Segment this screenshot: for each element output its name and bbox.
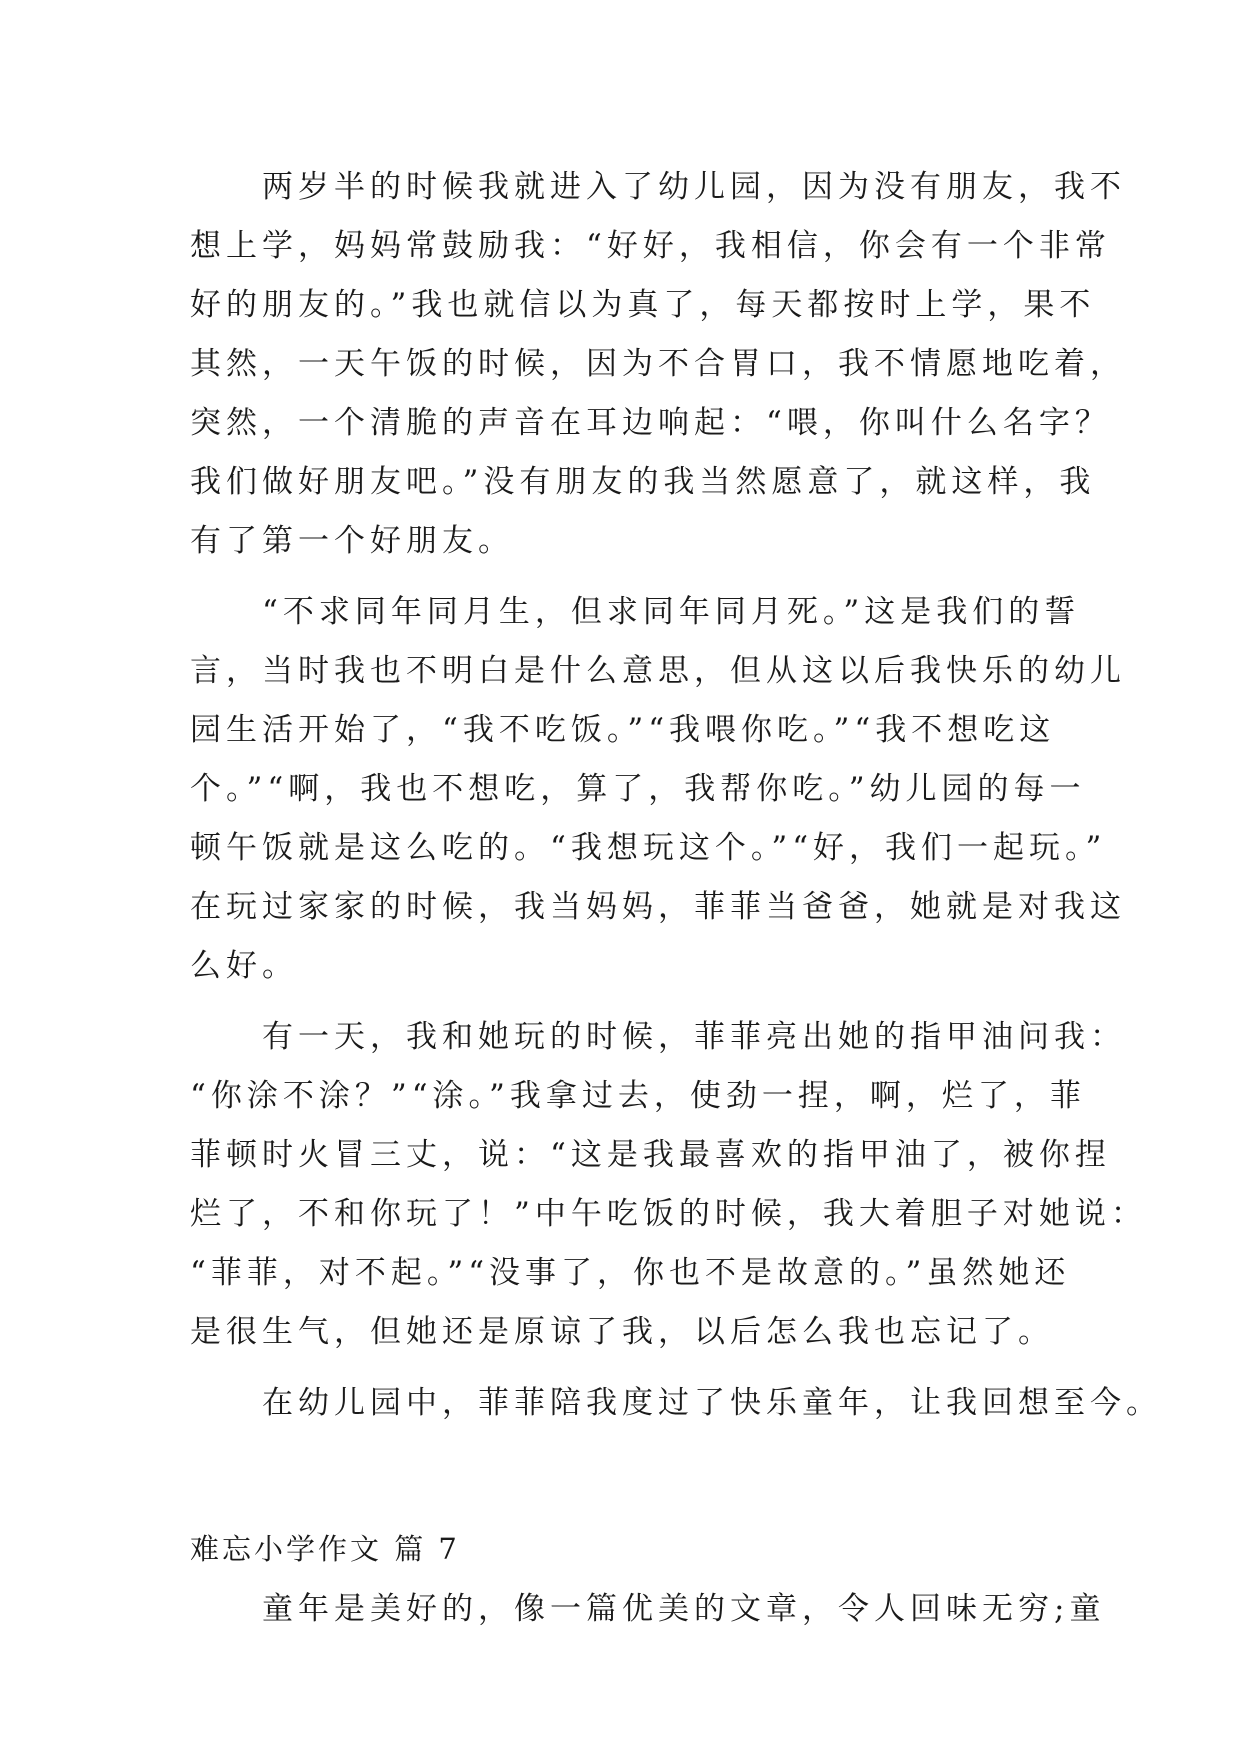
paragraph-4	[190, 1374, 1162, 1433]
section-heading: 难忘小学作文 篇 7	[190, 1532, 460, 1566]
text-line: 我们做好朋友吧。”没有朋友的我当然愿意了，就这样，我	[190, 464, 1096, 500]
text-line: 言，当时我也不明白是什么意思，但从这以后我快乐的幼儿	[190, 653, 1126, 689]
paragraph-1	[190, 158, 1126, 571]
text-line: 童年是美好的，像一篇优美的文章，令人回味无穷;童	[190, 1591, 1106, 1627]
text-line: 好的朋友的。”我也就信以为真了，每天都按时上学，果不	[190, 287, 1096, 323]
section-spacer	[190, 1433, 1090, 1519]
paragraph-3	[190, 1008, 1147, 1362]
paragraph-spacer	[190, 1362, 1090, 1374]
text-line: “不求同年同月生，但求同年同月死。”这是我们的誓	[190, 594, 1081, 630]
text-line: 有了第一个好朋友。	[190, 523, 514, 559]
paragraph-spacer	[190, 571, 1090, 583]
text-line: 其然，一天午饭的时候，因为不合胃口，我不情愿地吃着，	[190, 346, 1126, 382]
text-line: 想上学，妈妈常鼓励我：“好好，我相信，你会有一个非常	[190, 228, 1111, 264]
text-line: 在幼儿园中，菲菲陪我度过了快乐童年，让我回想至今。	[190, 1385, 1162, 1421]
text-line: “菲菲，对不起。”“没事了，你也不是故意的。”虽然她还	[190, 1255, 1071, 1291]
text-line: 园生活开始了，“我不吃饭。”“我喂你吃。”“我不想吃这	[190, 712, 1056, 748]
document-body	[190, 158, 1162, 1639]
text-line: 两岁半的时候我就进入了幼儿园，因为没有朋友，我不	[190, 169, 1126, 205]
text-line: “你涂不涂？”“涂。”我拿过去，使劲一捏，啊，烂了，菲	[190, 1078, 1086, 1114]
text-line: 菲顿时火冒三丈，说：“这是我最喜欢的指甲油了，被你捏	[190, 1137, 1111, 1173]
paragraph-5	[190, 1580, 1106, 1639]
text-line: 是很生气，但她还是原谅了我，以后怎么我也忘记了。	[190, 1314, 1054, 1350]
paragraph-2	[190, 583, 1126, 996]
text-line: 顿午饭就是这么吃的。“我想玩这个。”“好，我们一起玩。”	[190, 830, 1107, 866]
text-line: 个。”“啊，我也不想吃，算了，我帮你吃。”幼儿园的每一	[190, 771, 1086, 807]
text-line: 么好。	[190, 948, 298, 984]
text-line: 有一天，我和她玩的时候，菲菲亮出她的指甲油问我：	[190, 1019, 1126, 1055]
text-line: 突然，一个清脆的声音在耳边响起：“喂，你叫什么名字？	[190, 405, 1111, 441]
paragraph-spacer	[190, 996, 1090, 1008]
text-line: 烂了，不和你玩了！”中午吃饭的时候，我大着胆子对她说：	[190, 1196, 1147, 1232]
text-line: 在玩过家家的时候，我当妈妈，菲菲当爸爸，她就是对我这	[190, 889, 1126, 925]
